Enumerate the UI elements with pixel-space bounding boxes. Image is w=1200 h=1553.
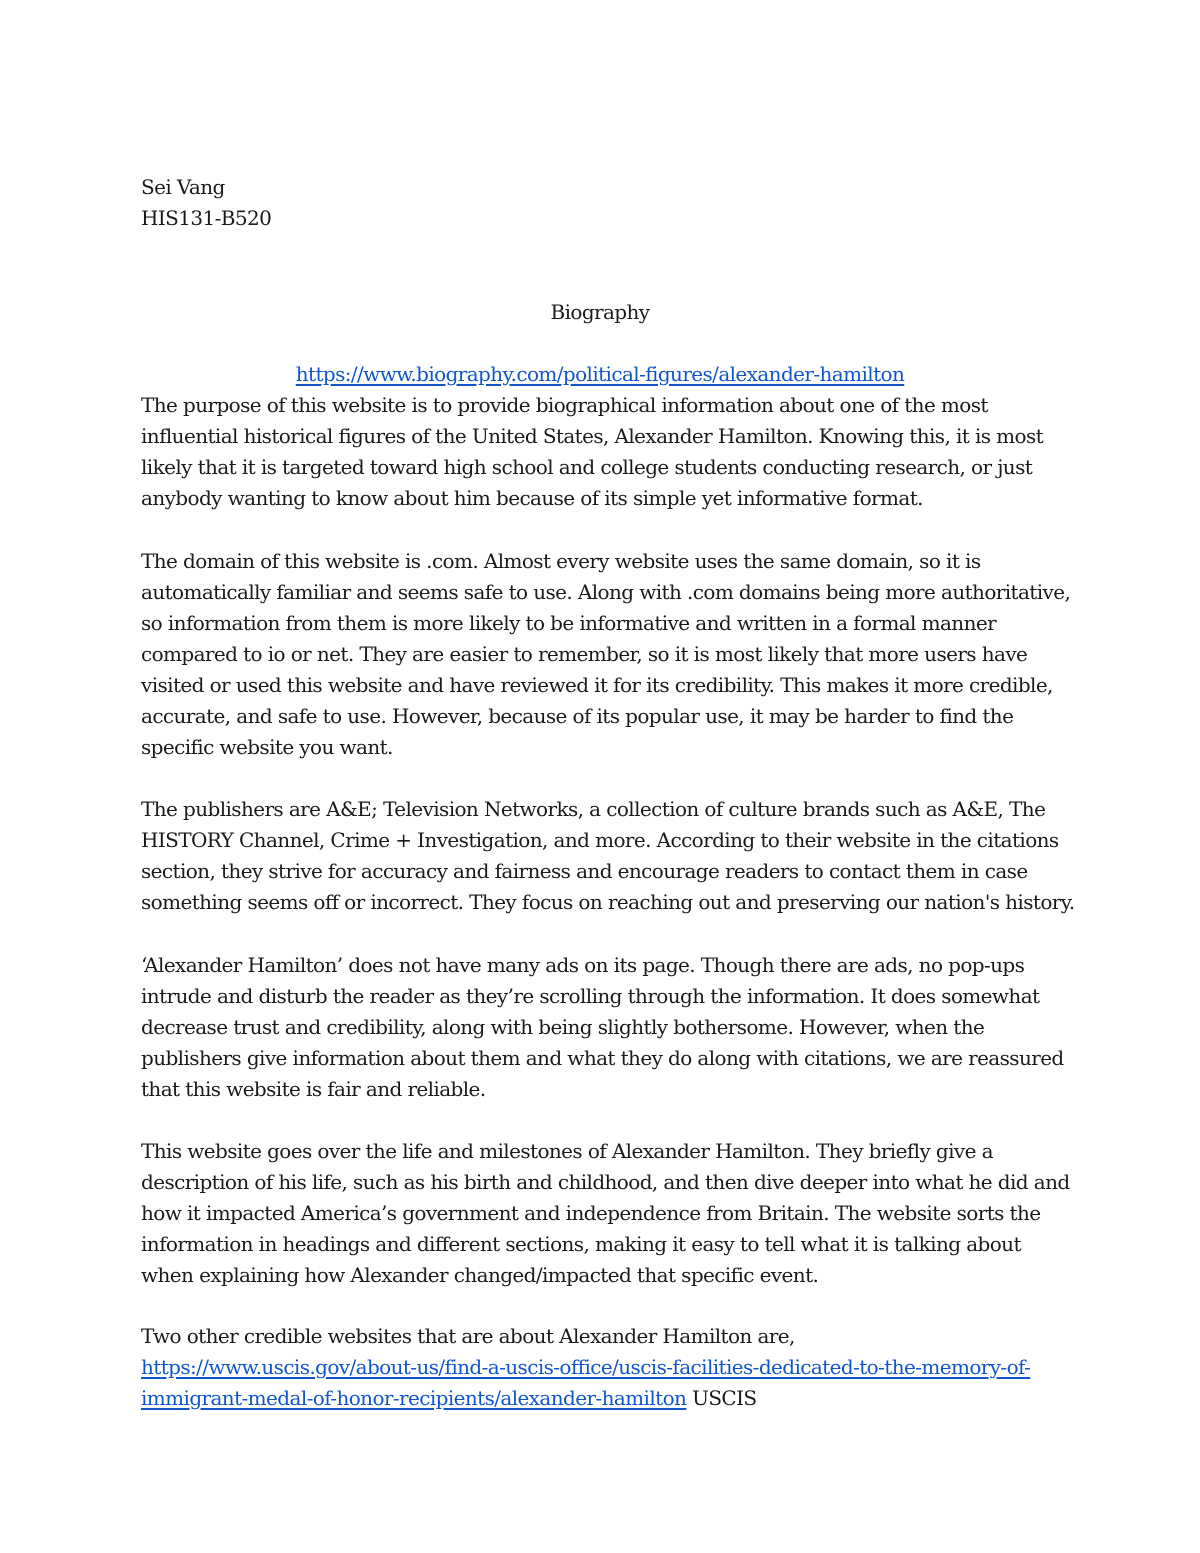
paragraph-3-line-2: HISTORY Channel, Crime + Investigation, and more. According to their website in the citations xyxy=(141,828,1059,852)
paragraph-2-line-5: visited or used this website and have reviewed it for its credibility. This makes it more credible, xyxy=(141,673,1053,697)
paragraph-4-line-2: intrude and disturb the reader as they’re scrolling through the information. It does somewhat xyxy=(141,984,1040,1008)
closing-intro: Two other credible websites that are about Alexander Hamilton are, xyxy=(141,1324,795,1348)
paragraph-2-line-4: compared to io or net. They are easier to remember, so it is most likely that more users have xyxy=(141,642,1028,666)
paragraph-2-line-6: accurate, and safe to use. However, because of its popular use, it may be harder to find the xyxy=(141,704,1014,728)
paragraph-4-line-3: decrease trust and credibility, along with being slightly bothersome. However, when the xyxy=(141,1015,985,1039)
paragraph-4-line-4: publishers give information about them and what they do along with citations, we are reassured xyxy=(141,1046,1064,1070)
paragraph-3-line-1: The publishers are A&E; Television Networks, a collection of culture brands such as A&E, The xyxy=(141,797,1046,821)
paragraph-4-line-5: that this website is fair and reliable. xyxy=(141,1077,486,1101)
paragraph-5-line-2: description of his life, such as his birth and childhood, and then dive deeper into what he did and xyxy=(141,1170,1070,1194)
paragraph-5-line-1: This website goes over the life and milestones of Alexander Hamilton. They briefly give a xyxy=(141,1139,993,1163)
paragraph-3-line-3: section, they strive for accuracy and fairness and encourage readers to contact them in case xyxy=(141,859,1028,883)
paragraph-2-line-1: The domain of this website is .com. Almost every website uses the same domain, so it is xyxy=(141,549,981,573)
paragraph-5-line-4: information in headings and different sections, making it easy to tell what it is talking about xyxy=(141,1232,1021,1256)
uscis-label: USCIS xyxy=(692,1386,757,1410)
author-name: Sei Vang xyxy=(141,175,225,199)
paragraph-1-line-3: likely that it is targeted toward high school and college students conducting research, or just xyxy=(141,455,1033,479)
paragraph-5-line-5: when explaining how Alexander changed/impacted that specific event. xyxy=(141,1263,819,1287)
paragraph-2-line-7: specific website you want. xyxy=(141,735,393,759)
source-link-row xyxy=(0,362,1200,386)
source-link[interactable]: https://www.biography.com/political-figures/alexander-hamilton xyxy=(295,362,905,386)
paragraph-1-line-4: anybody wanting to know about him because of its simple yet informative format. xyxy=(141,486,923,510)
paragraph-4-line-1: ‘Alexander Hamilton’ does not have many ads on its page. Though there are ads, no pop-ups xyxy=(141,953,1025,977)
uscis-link-part-1[interactable]: https://www.uscis.gov/about-us/find-a-uscis-office/uscis-facilities-dedicated-to-the-memory-of- xyxy=(141,1355,1031,1379)
paragraph-5-line-3: how it impacted America’s government and independence from Britain. The website sorts the xyxy=(141,1201,1041,1225)
page-title: Biography xyxy=(550,300,650,324)
paragraph-2-line-2: automatically familiar and seems safe to use. Along with .com domains being more authoritative, xyxy=(141,580,1071,604)
uscis-link-part-2[interactable]: immigrant-medal-of-honor-recipients/alexander-hamilton xyxy=(141,1386,687,1410)
closing-link-row-1 xyxy=(141,1355,1030,1379)
paragraph-1-line-1: The purpose of this website is to provide biographical information about one of the most xyxy=(141,393,988,417)
closing-link-row-2 xyxy=(141,1386,757,1410)
paragraph-2-line-3: so information from them is more likely to be informative and written in a formal manner xyxy=(141,611,997,635)
paragraph-1-line-2: influential historical figures of the United States, Alexander Hamilton. Knowing this, it is most xyxy=(141,424,1044,448)
course-code: HIS131-B520 xyxy=(141,206,272,230)
paragraph-3-line-4: something seems off or incorrect. They focus on reaching out and preserving our nation's history. xyxy=(141,890,1075,914)
